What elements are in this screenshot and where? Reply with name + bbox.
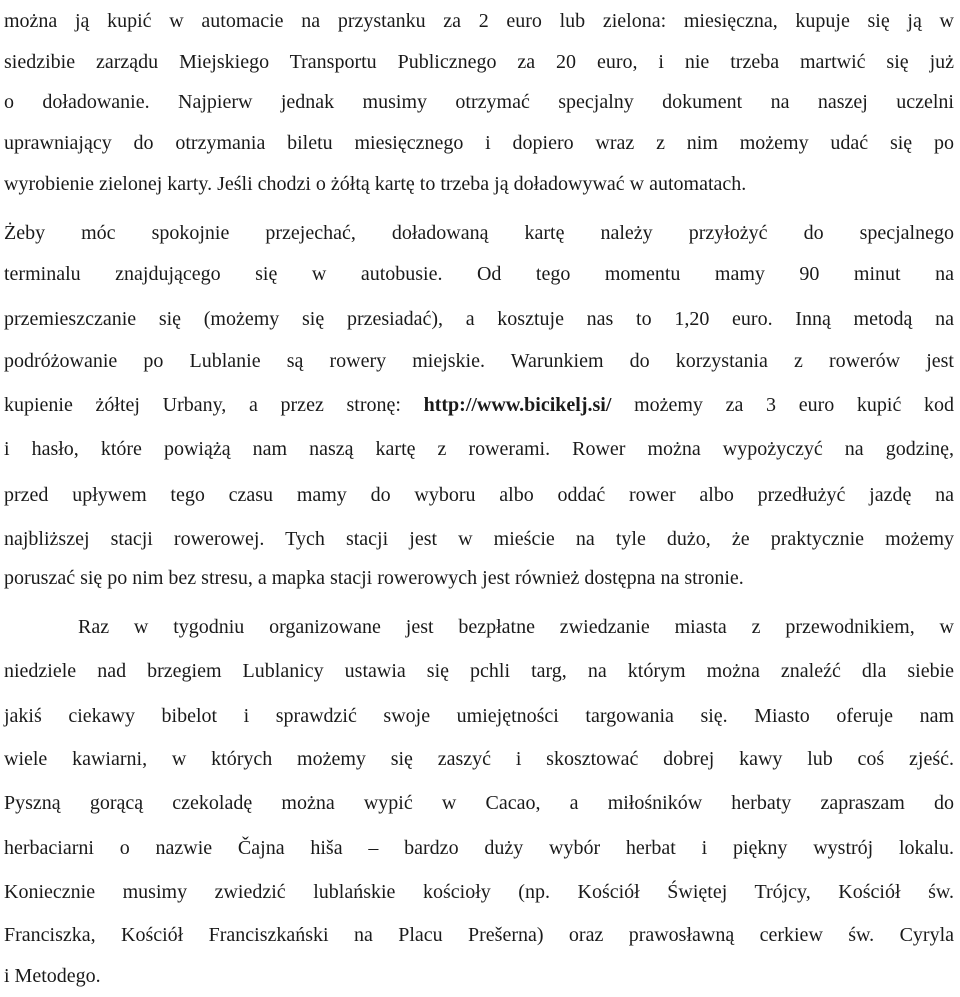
text-line: Żeby móc spokojnie przejechać, doładowaną kartę należy przyłożyć do specjalnego [4,222,954,244]
text-line: przemieszczanie się (możemy się przesiadać), a kosztuje nas to 1,20 euro. Inną metodą na [4,308,954,330]
text-line: wiele kawiarni, w których możemy się zaszyć i skosztować dobrej kawy lub coś zjeść. [4,748,954,770]
text-line: uprawniający do otrzymania biletu miesięcznego i dopiero wraz z nim możemy udać się po [4,132,954,154]
text-line: podróżowanie po Lublanie są rowery miejskie. Warunkiem do korzystania z rowerów jest [4,350,954,372]
text-line: jakiś ciekawy bibelot i sprawdzić swoje umiejętności targowania się. Miasto oferuje nam [4,705,954,727]
text-line: Pyszną gorącą czekoladę można wypić w Cacao, a miłośników herbaty zapraszam do [4,792,954,814]
text-line: Koniecznie musimy zwiedzić lublańskie kościoły (np. Kościół Świętej Trójcy, Kościół św. [4,881,954,903]
text-line: niedziele nad brzegiem Lublanicy ustawia się pchli targ, na którym można znaleźć dla siebie [4,660,954,682]
text-line: najbliższej stacji rowerowej. Tych stacji jest w mieście na tyle dużo, że praktycznie możemy [4,528,954,550]
link-line-before: kupienie żółtej Urbany, a przez stronę: [4,394,401,416]
text-line: i hasło, które powiążą nam naszą kartę z rowerami. Rower można wypożyczyć na godzinę, [4,438,954,460]
text-line: o doładowanie. Najpierw jednak musimy otrzymać specjalny dokument na naszej uczelni [4,91,954,113]
text-line: można ją kupić w automacie na przystanku za 2 euro lub zielona: miesięczna, kupuje się ją w [4,10,954,32]
text-line: poruszać się po nim bez stresu, a mapka stacji rowerowych jest również dostępna na stronie. [4,567,744,589]
text-line: terminalu znajdującego się w autobusie. Od tego momentu mamy 90 minut na [4,263,954,285]
text-line: Franciszka, Kościół Franciszkański na Placu Prešerna) oraz prawosławną cerkiew św. Cyryla [4,924,954,946]
link-line-after: możemy za 3 euro kupić kod [634,394,955,416]
bicikelj-link[interactable]: http://www.bicikelj.si/ [423,394,612,416]
text-line: przed upływem tego czasu mamy do wyboru albo oddać rower albo przedłużyć jazdę na [4,484,954,506]
text-line: i Metodego. [4,965,101,987]
text-line: siedzibie zarządu Miejskiego Transportu Publicznego za 20 euro, i nie trzeba martwić się już [4,51,954,73]
text-line-with-link [4,384,954,426]
text-line: Raz w tygodniu organizowane jest bezpłatne zwiedzanie miasta z przewodnikiem, w [78,616,954,638]
text-line: herbaciarni o nazwie Čajna hiša – bardzo duży wybór herbat i piękny wystrój lokalu. [4,837,954,859]
text-line: wyrobienie zielonej karty. Jeśli chodzi o żółtą kartę to trzeba ją doładowywać w automatach. [4,173,747,195]
